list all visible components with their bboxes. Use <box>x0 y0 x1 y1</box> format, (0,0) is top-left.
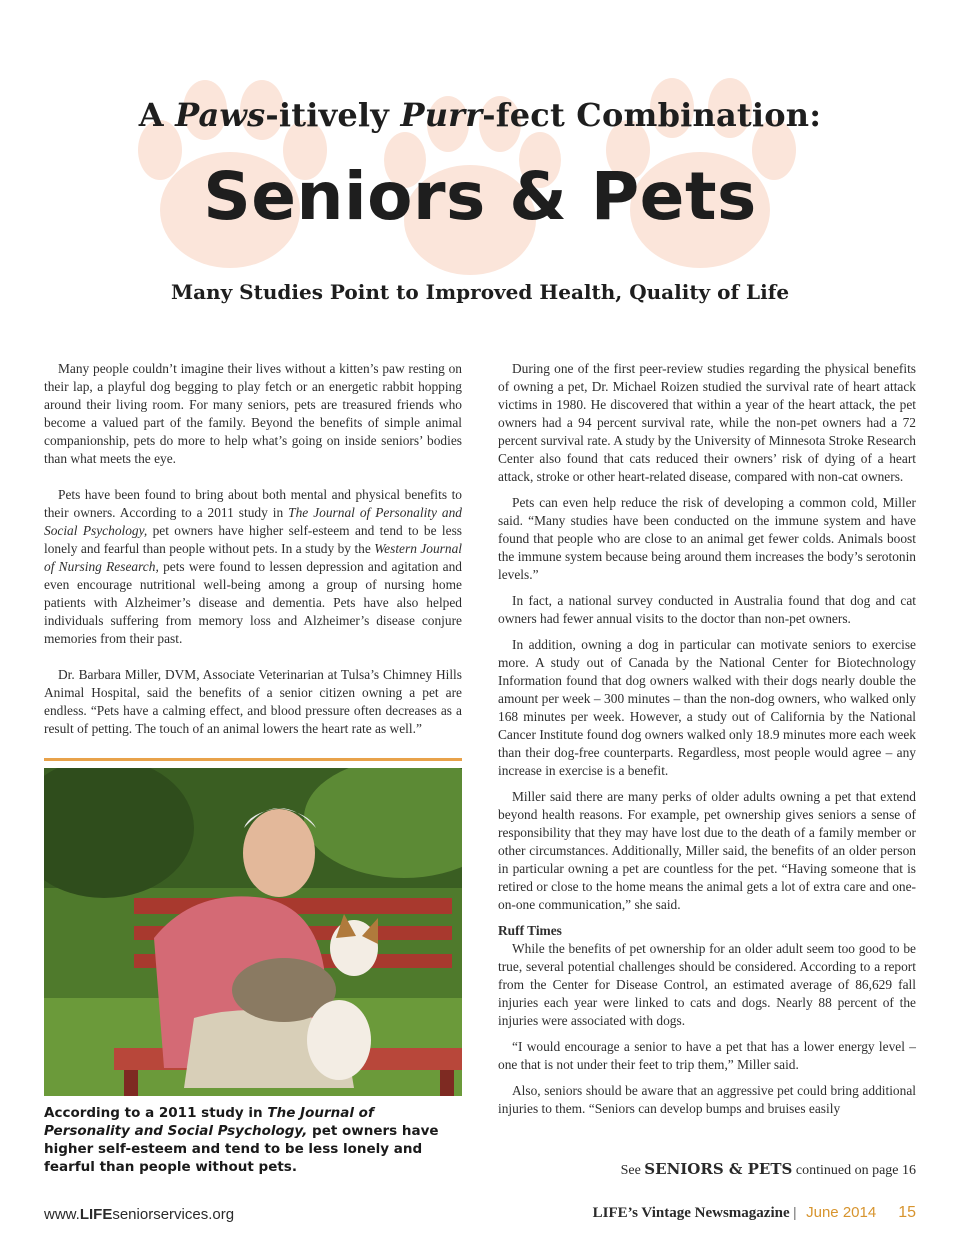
section-subhead: Ruff Times <box>498 923 562 938</box>
paragraph: While the benefits of pet ownership for an older adult seem too good to be true, several potential challenges should be considered. According to a report from the Center for Disease Control, an estimated average of 86,629 fall injuries each year were linked to cats and dogs. Nearly 88 percent of the injuries were associated with dogs. <box>498 941 916 1028</box>
paragraph: “I would encourage a senior to have a pet that has a lower energy level – one that is not under their feet to trip them,” Miller said. <box>498 1039 916 1072</box>
paragraph: Pets have been found to bring about both mental and physical benefits to their owners. According to a 2011 study in The Journal of Personality and Social Psychology, pet owners have higher self-esteem and tend to be less lonely and fearful than people without pets. In a study by the Western Journal of Nursing Research, pets were found to lessen depression and agitation and even encourage nutritional well-being among a group of nursing home patients with Alzheimer’s disease and dementia. Pets have also helped individuals suffering from memory loss and Alzheimer’s disease conjure memories from their past. <box>44 487 463 646</box>
senior-with-pets-photo <box>44 768 462 1096</box>
article-headline: Seniors & Pets <box>203 158 757 235</box>
right-column <box>498 360 916 1126</box>
page-number: 15 <box>898 1204 916 1221</box>
paragraph: In addition, owning a dog in particular can motivate seniors to exercise more. A study out of Canada by the National Center for Biotechnology Information found that dog owners walked with their dogs nearly double the amount per week – 300 minutes – than the non-dog owners, who walked only 168 minutes per week. However, a study out of California by the National Cancer Institute found dog owners walked only 18.9 minutes more each week than their dog-free counterparts. Regardless, most people would agree – any increase in exercise is a benefit. <box>498 637 916 778</box>
accent-rule <box>44 758 462 761</box>
paragraph: Also, seniors should be aware that an aggressive pet could bring additional injuries to them. “Seniors can develop bumps and bruises easily <box>498 1083 916 1116</box>
continued-note: See SENIORS & PETS continued on page 16 <box>620 1160 916 1178</box>
paragraph: During one of the first peer-review studies regarding the physical benefits of owning a pet, Dr. Michael Roizen studied the survival rate of heart attack victims in 1980. He discovered that within a year of the heart attack, the pet owners had a 94 percent survival rate, while the non-pet owners had a 72 percent survival rate. A study by the University of Minnesota Stroke Research Center also found that cats reduced their owners’ risk of dying of a heart attack, stroke or other heart-related disease, compared with non-cat owners. <box>498 361 916 484</box>
article-subhead: Many Studies Point to Improved Health, Quality of Life <box>170 280 790 304</box>
paragraph: Pets can even help reduce the risk of developing a common cold, Miller said. “Many studies have been conducted on the immune system and have found that people who are close to an animal get fewer colds. Animals boost the immune system because being around them increases the body’s serotonin levels.” <box>498 495 916 582</box>
paragraph: In fact, a national survey conducted in Australia found that dog and cat owners had fewer annual visits to the doctor than non-pet owners. <box>498 593 916 626</box>
magazine-name: LIFE’s Vintage Newsmagazine <box>592 1205 790 1221</box>
paw-print-background <box>0 0 960 300</box>
issue-date: June 2014 <box>806 1204 877 1221</box>
footer-website: www.LIFEseniorservices.org <box>44 1206 235 1223</box>
article-kicker: A Paws-itively Purr-fect Combination: <box>138 96 822 134</box>
paragraph: Dr. Barbara Miller, DVM, Associate Veterinarian at Tulsa’s Chimney Hills Animal Hospital, said the benefits of a senior citizen owning a pet are endless. “Pets have a calming effect, and blood pressure often decreases as a result of petting. The touch of an animal lowers the heart rate as well.” <box>44 667 462 736</box>
footer-masthead: LIFE’s Vintage Newsmagazine | June 2014 15 <box>592 1204 916 1221</box>
left-column <box>44 360 462 756</box>
paragraph: Many people couldn’t imagine their lives without a kitten’s paw resting on their lap, a playful dog begging to play fetch or an energetic rabbit hopping around their living room. For many seniors, pets are treasured friends who become a valued part of the family. Beyond the benefits of simple animal companionship, pets do more to help what’s going on inside seniors’ bodies than what meets the eye. <box>44 361 462 466</box>
paragraph: Miller said there are many perks of older adults owning a pet that extend beyond health reasons. For example, pet ownership gives seniors a sense of responsibility that they may have lost due to the death of a family member or other circumstances. Additionally, Miller said, the benefits of an older person in particular owning a pet are countless for the pet. “Having someone that is retired or close to the home means the animal gets a lot of extra care and one-on-one communication,” she said. <box>498 789 916 912</box>
photo-caption: According to a 2011 study in The Journal of Personality and Social Psychology, pet owners have higher self-esteem and tend to be less lonely and fearful than people without pets. <box>44 1105 439 1175</box>
